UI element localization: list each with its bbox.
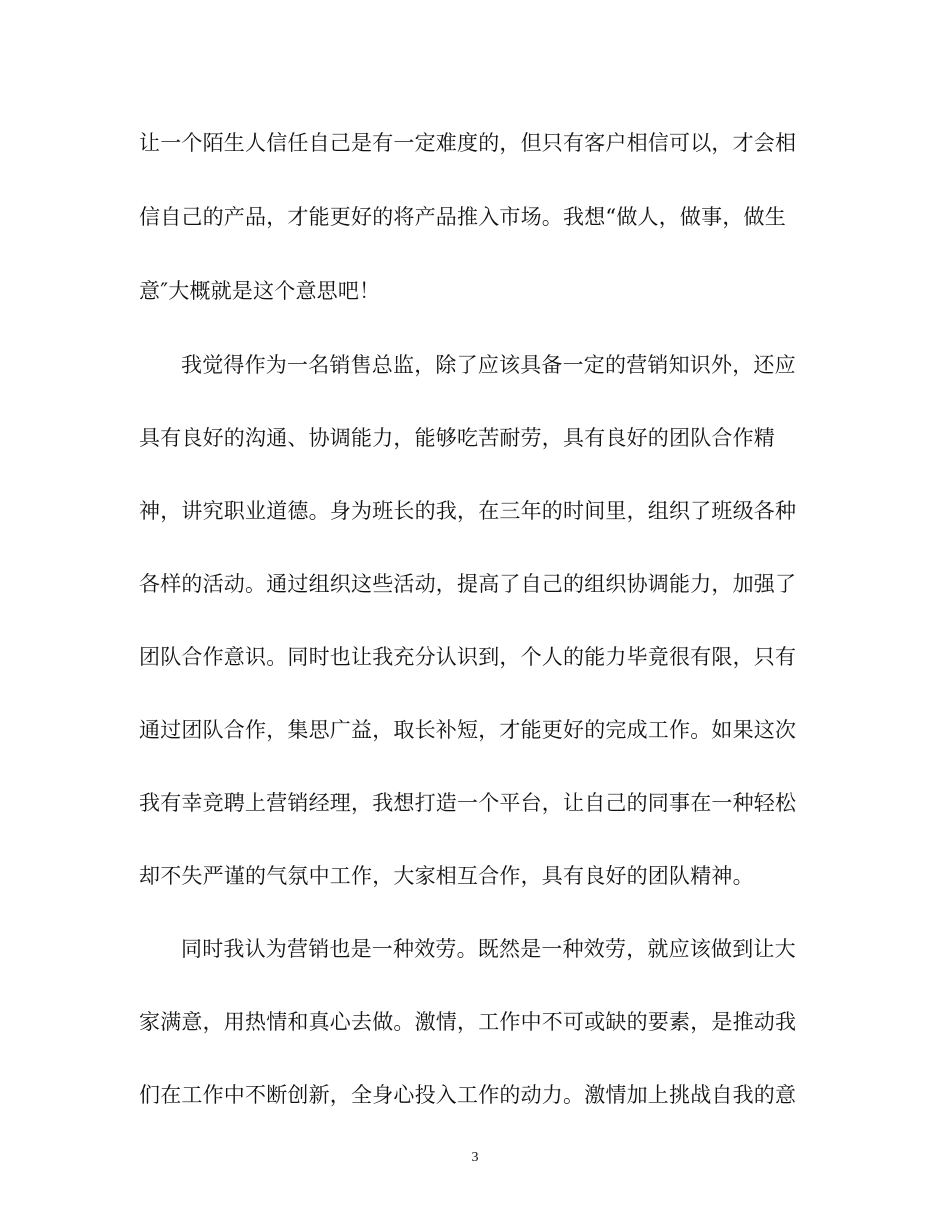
text-line: 意″大概就是这个意思吧！: [139, 279, 381, 303]
text-line: 却不失严谨的气氛中工作，大家相互合作，具有良好的团队精神。: [139, 864, 754, 888]
text-line: 家满意，用热情和真心去做。激情，工作中不可或缺的要素，是推动我: [139, 1010, 797, 1034]
text-line: 神，讲究职业道德。身为班长的我，在三年的时间里，组织了班级各种: [139, 499, 797, 523]
text-line: 通过团队合作，集思广益，取长补短，才能更好的完成工作。如果这次: [139, 718, 797, 742]
text-line: 让一个陌生人信任自己是有一定难度的，但只有客户相信可以，才会相: [139, 131, 797, 155]
paragraph-first-line: 我觉得作为一名销售总监，除了应该具备一定的营销知识外，还应: [181, 353, 796, 377]
page-number: 3: [471, 1150, 479, 1165]
text-line: 各样的活动。通过组织这些活动，提高了自己的组织协调能力，加强了: [139, 572, 797, 596]
text-line: 具有良好的沟通、协调能力，能够吃苦耐劳，具有良好的团队合作精: [139, 426, 775, 450]
text-line: 信自己的产品，才能更好的将产品推入市场。我想“做人，做事，做生: [139, 205, 786, 229]
text-line: 我有幸竞聘上营销经理，我想打造一个平台，让自己的同事在一种轻松: [139, 791, 797, 815]
text-line: 团队合作意识。同时也让我充分认识到，个人的能力毕竟很有限，只有: [139, 645, 797, 669]
paragraph-first-line: 同时我认为营销也是一种效劳。既然是一种效劳，就应该做到让大: [181, 937, 796, 961]
text-line: 们在工作中不断创新，全身心投入工作的动力。激情加上挑战自我的意: [139, 1083, 797, 1107]
